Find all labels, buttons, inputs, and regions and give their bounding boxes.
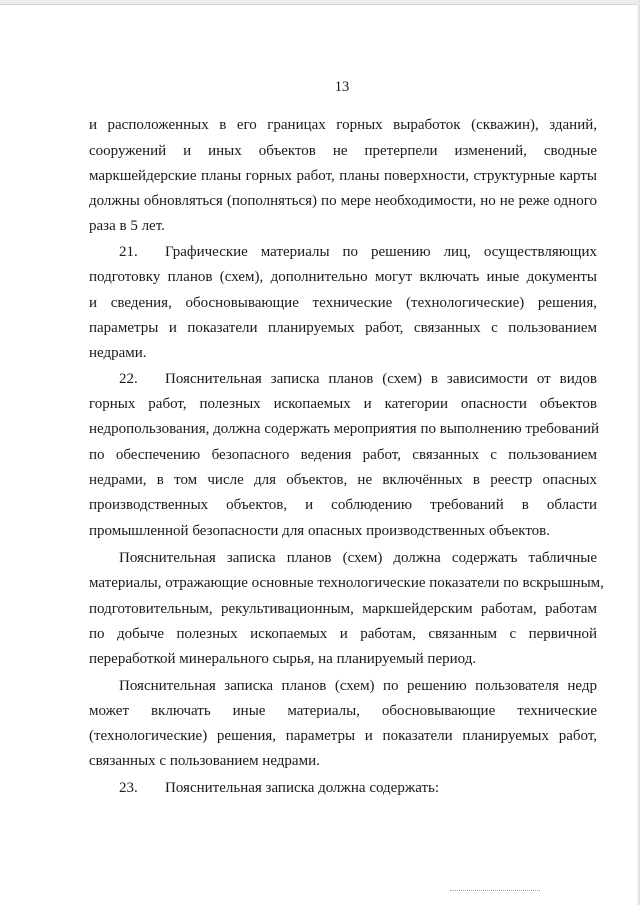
text-line: параметры и показатели планируемых работ, связанных с пользованием [89,320,597,336]
text-line: подготовку планов (схем), дополнительно могут включать иные документы [89,269,597,285]
text-line: по добыче полезных ископаемых и работам, связанным с первичной [89,626,597,642]
text-line: может включать иные материалы, обосновывающие технические [89,703,597,719]
text-line: Пояснительная записка должна содержать: [165,780,440,796]
text-line: промышленной безопасности для опасных производственных объектов. [89,523,551,539]
clause-number: 21. [119,244,138,260]
text-line: недрами, в том числе для объектов, не включённых в реестр опасных [89,472,597,488]
text-line: и сведения, обосновывающие технические (технологические) решения, [89,295,597,311]
text-line: Пояснительная записка планов (схем) должна содержать табличные [119,550,597,566]
page-top-border [0,0,640,5]
clause-number: 23. [119,780,138,796]
text-line: и расположенных в его границах горных выработок (скважин), зданий, [89,117,597,133]
clause-23-first-line [119,779,597,797]
text-line: горных работ, полезных ископаемых и категории опасности объектов [89,396,597,412]
text-line: Пояснительная записка планов (схем) по решению пользователя недр [119,678,597,694]
text-line: раза в 5 лет. [89,218,165,234]
clause-number: 22. [119,371,138,387]
text-line: (технологические) решения, параметры и показатели планируемых работ, [89,728,597,744]
clause-22-first-line [119,370,597,388]
text-line: маркшейдерские планы горных работ, планы поверхности, структурные карты [89,168,597,184]
clause-21-first-line [119,243,597,261]
text-line: недропользования, должна содержать мероприятия по выполнению требований [89,421,600,437]
text-line: недрами. [89,345,147,361]
page-number: 13 [334,79,350,95]
text-line: по обеспечению безопасного ведения работ, связанных с пользованием [89,447,597,463]
text-line: должны обновляться (пополняться) по мере необходимости, но не реже одного [89,193,597,209]
scan-artifact-line [450,890,540,891]
text-line: Графические материалы по решению лиц, осуществляющих [165,244,597,260]
text-line: связанных с пользованием недрами. [89,753,320,769]
text-line: подготовительным, рекультивационным, маркшейдерским работам, работам [89,601,597,617]
text-line: материалы, отражающие основные технологические показатели по вскрышным, [89,575,604,591]
text-line: переработкой минерального сырья, на планируемый период. [89,651,477,667]
text-line: сооружений и иных объектов не претерпели изменений, сводные [89,143,597,159]
text-line: Пояснительная записка планов (схем) в зависимости от видов [165,371,597,387]
text-line: производственных объектов, и соблюдению требований в области [89,497,597,513]
